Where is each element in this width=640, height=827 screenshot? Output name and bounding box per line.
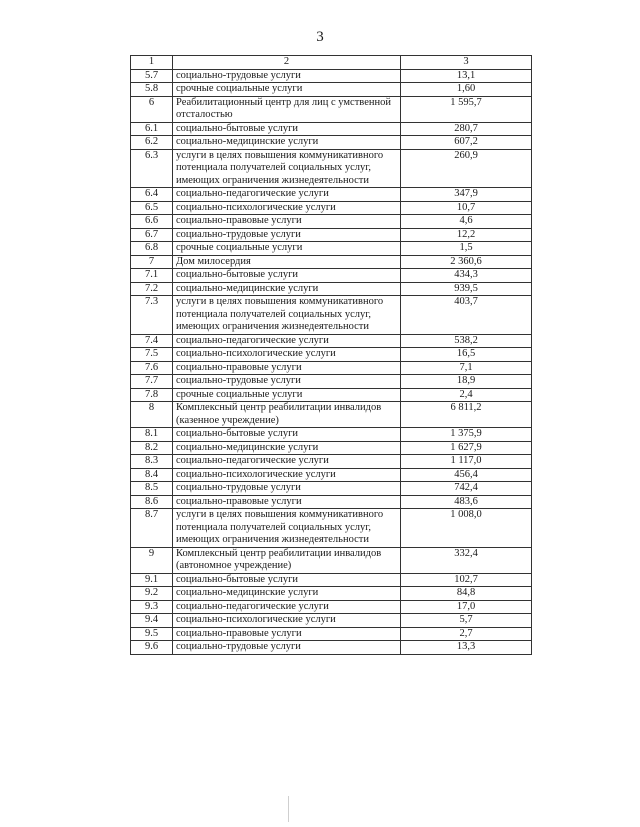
row-number-cell: 9 — [131, 547, 173, 573]
table-row — [131, 641, 532, 655]
table-row — [131, 375, 532, 389]
row-name-cell: социально-педагогические услуги — [173, 455, 401, 469]
row-name-cell: социально-психологические услуги — [173, 468, 401, 482]
row-name-cell: Комплексный центр реабилитации инвалидов (казенное учреждение) — [173, 402, 401, 428]
row-name-cell: социально-трудовые услуги — [173, 482, 401, 496]
row-number-cell: 7.8 — [131, 388, 173, 402]
row-name-cell: социально-медицинские услуги — [173, 587, 401, 601]
row-name-cell: Комплексный центр реабилитации инвалидов (автономное учреждение) — [173, 547, 401, 573]
row-number-cell: 8.1 — [131, 428, 173, 442]
row-number-cell: 8.4 — [131, 468, 173, 482]
row-value-cell: 16,5 — [401, 348, 532, 362]
row-number-cell: 5.8 — [131, 83, 173, 97]
row-value-cell: 6 811,2 — [401, 402, 532, 428]
row-value-cell: 2 360,6 — [401, 255, 532, 269]
row-number-cell: 6.6 — [131, 215, 173, 229]
row-name-cell: срочные социальные услуги — [173, 83, 401, 97]
row-name-cell: социально-бытовые услуги — [173, 573, 401, 587]
row-name-cell: срочные социальные услуги — [173, 242, 401, 256]
row-name-cell: социально-психологические услуги — [173, 614, 401, 628]
row-number-cell: 6.5 — [131, 201, 173, 215]
row-name-cell: социально-медицинские услуги — [173, 136, 401, 150]
row-number-cell: 7.6 — [131, 361, 173, 375]
table-row — [131, 242, 532, 256]
row-number-cell: 5.7 — [131, 69, 173, 83]
row-number-cell: 6.7 — [131, 228, 173, 242]
table-row — [131, 587, 532, 601]
table-row — [131, 614, 532, 628]
row-value-cell: 1 375,9 — [401, 428, 532, 442]
row-name-cell: Реабилитационный центр для лиц с умственной отсталостью — [173, 96, 401, 122]
row-number-cell: 9.5 — [131, 627, 173, 641]
table-row — [131, 334, 532, 348]
table-row — [131, 296, 532, 335]
row-value-cell: 742,4 — [401, 482, 532, 496]
row-number-cell: 7.4 — [131, 334, 173, 348]
row-number-cell: 6.4 — [131, 188, 173, 202]
row-name-cell: социально-правовые услуги — [173, 627, 401, 641]
row-name-cell: социально-медицинские услуги — [173, 441, 401, 455]
row-number-cell: 9.3 — [131, 600, 173, 614]
row-name-cell: социально-трудовые услуги — [173, 375, 401, 389]
table-row — [131, 122, 532, 136]
row-value-cell: 347,9 — [401, 188, 532, 202]
row-value-cell: 10,7 — [401, 201, 532, 215]
column-header-name: 2 — [173, 56, 401, 70]
row-value-cell: 260,9 — [401, 149, 532, 188]
row-value-cell: 332,4 — [401, 547, 532, 573]
row-name-cell: социально-педагогические услуги — [173, 334, 401, 348]
row-value-cell: 84,8 — [401, 587, 532, 601]
table-row — [131, 361, 532, 375]
services-table — [130, 55, 532, 655]
table-row — [131, 573, 532, 587]
table-row — [131, 149, 532, 188]
table-row — [131, 83, 532, 97]
row-value-cell: 456,4 — [401, 468, 532, 482]
row-value-cell: 102,7 — [401, 573, 532, 587]
row-name-cell: социально-правовые услуги — [173, 361, 401, 375]
row-number-cell: 8.3 — [131, 455, 173, 469]
row-name-cell: социально-трудовые услуги — [173, 228, 401, 242]
row-number-cell: 7.3 — [131, 296, 173, 335]
row-name-cell: социально-психологические услуги — [173, 348, 401, 362]
table-row — [131, 96, 532, 122]
row-name-cell: социально-правовые услуги — [173, 495, 401, 509]
row-value-cell: 7,1 — [401, 361, 532, 375]
table-row — [131, 455, 532, 469]
row-value-cell: 434,3 — [401, 269, 532, 283]
row-value-cell: 607,2 — [401, 136, 532, 150]
table-row — [131, 348, 532, 362]
row-number-cell: 6.3 — [131, 149, 173, 188]
row-value-cell: 4,6 — [401, 215, 532, 229]
row-value-cell: 13,1 — [401, 69, 532, 83]
row-value-cell: 939,5 — [401, 282, 532, 296]
table-row — [131, 282, 532, 296]
row-number-cell: 7.1 — [131, 269, 173, 283]
row-value-cell: 18,9 — [401, 375, 532, 389]
table-row — [131, 547, 532, 573]
row-value-cell: 1,5 — [401, 242, 532, 256]
row-number-cell: 8 — [131, 402, 173, 428]
row-name-cell: социально-медицинские услуги — [173, 282, 401, 296]
row-number-cell: 7.7 — [131, 375, 173, 389]
table-row — [131, 228, 532, 242]
row-value-cell: 13,3 — [401, 641, 532, 655]
table-header-row — [131, 56, 532, 70]
table-row — [131, 255, 532, 269]
row-name-cell: Дом милосердия — [173, 255, 401, 269]
scan-artifact — [288, 796, 289, 822]
row-number-cell: 6.2 — [131, 136, 173, 150]
table-row — [131, 428, 532, 442]
row-value-cell: 1 008,0 — [401, 509, 532, 548]
table-row — [131, 482, 532, 496]
row-value-cell: 1 627,9 — [401, 441, 532, 455]
row-number-cell: 7.2 — [131, 282, 173, 296]
row-value-cell: 538,2 — [401, 334, 532, 348]
row-number-cell: 6 — [131, 96, 173, 122]
row-number-cell: 9.4 — [131, 614, 173, 628]
table-row — [131, 215, 532, 229]
row-value-cell: 2,4 — [401, 388, 532, 402]
row-number-cell: 6.1 — [131, 122, 173, 136]
row-name-cell: социально-педагогические услуги — [173, 600, 401, 614]
row-name-cell: услуги в целях повышения коммуникативного потенциала получателей социальных услуг, имеющих ограничения жизнедеятельности — [173, 296, 401, 335]
row-number-cell: 7 — [131, 255, 173, 269]
table-row — [131, 441, 532, 455]
table-row — [131, 388, 532, 402]
row-name-cell: срочные социальные услуги — [173, 388, 401, 402]
row-name-cell: социально-трудовые услуги — [173, 69, 401, 83]
row-name-cell: социально-психологические услуги — [173, 201, 401, 215]
row-value-cell: 1,60 — [401, 83, 532, 97]
column-header-value: 3 — [401, 56, 532, 70]
row-name-cell: социально-бытовые услуги — [173, 269, 401, 283]
row-number-cell: 6.8 — [131, 242, 173, 256]
row-value-cell: 403,7 — [401, 296, 532, 335]
row-value-cell: 1 117,0 — [401, 455, 532, 469]
row-number-cell: 8.2 — [131, 441, 173, 455]
row-name-cell: услуги в целях повышения коммуникативного потенциала получателей социальных услуг, имеющих ограничения жизнедеятельности — [173, 509, 401, 548]
row-value-cell: 1 595,7 — [401, 96, 532, 122]
row-name-cell: социально-педагогические услуги — [173, 188, 401, 202]
row-number-cell: 9.2 — [131, 587, 173, 601]
table-row — [131, 627, 532, 641]
table-row — [131, 468, 532, 482]
row-number-cell: 9.1 — [131, 573, 173, 587]
column-header-number: 1 — [131, 56, 173, 70]
row-number-cell: 7.5 — [131, 348, 173, 362]
row-value-cell: 2,7 — [401, 627, 532, 641]
table-row — [131, 201, 532, 215]
row-value-cell: 12,2 — [401, 228, 532, 242]
table-row — [131, 600, 532, 614]
row-name-cell: социально-правовые услуги — [173, 215, 401, 229]
table-row — [131, 495, 532, 509]
row-number-cell: 8.5 — [131, 482, 173, 496]
row-number-cell: 9.6 — [131, 641, 173, 655]
row-name-cell: социально-бытовые услуги — [173, 122, 401, 136]
row-value-cell: 483,6 — [401, 495, 532, 509]
table-row — [131, 136, 532, 150]
row-number-cell: 8.6 — [131, 495, 173, 509]
row-name-cell: услуги в целях повышения коммуникативного потенциала получателей социальных услуг, имеющих ограничения жизнедеятельности — [173, 149, 401, 188]
table-row — [131, 402, 532, 428]
table-row — [131, 69, 532, 83]
row-value-cell: 280,7 — [401, 122, 532, 136]
page-number: 3 — [316, 29, 324, 45]
row-value-cell: 5,7 — [401, 614, 532, 628]
row-number-cell: 8.7 — [131, 509, 173, 548]
table-row — [131, 509, 532, 548]
table-row — [131, 188, 532, 202]
row-name-cell: социально-трудовые услуги — [173, 641, 401, 655]
row-name-cell: социально-бытовые услуги — [173, 428, 401, 442]
table-row — [131, 269, 532, 283]
row-value-cell: 17,0 — [401, 600, 532, 614]
